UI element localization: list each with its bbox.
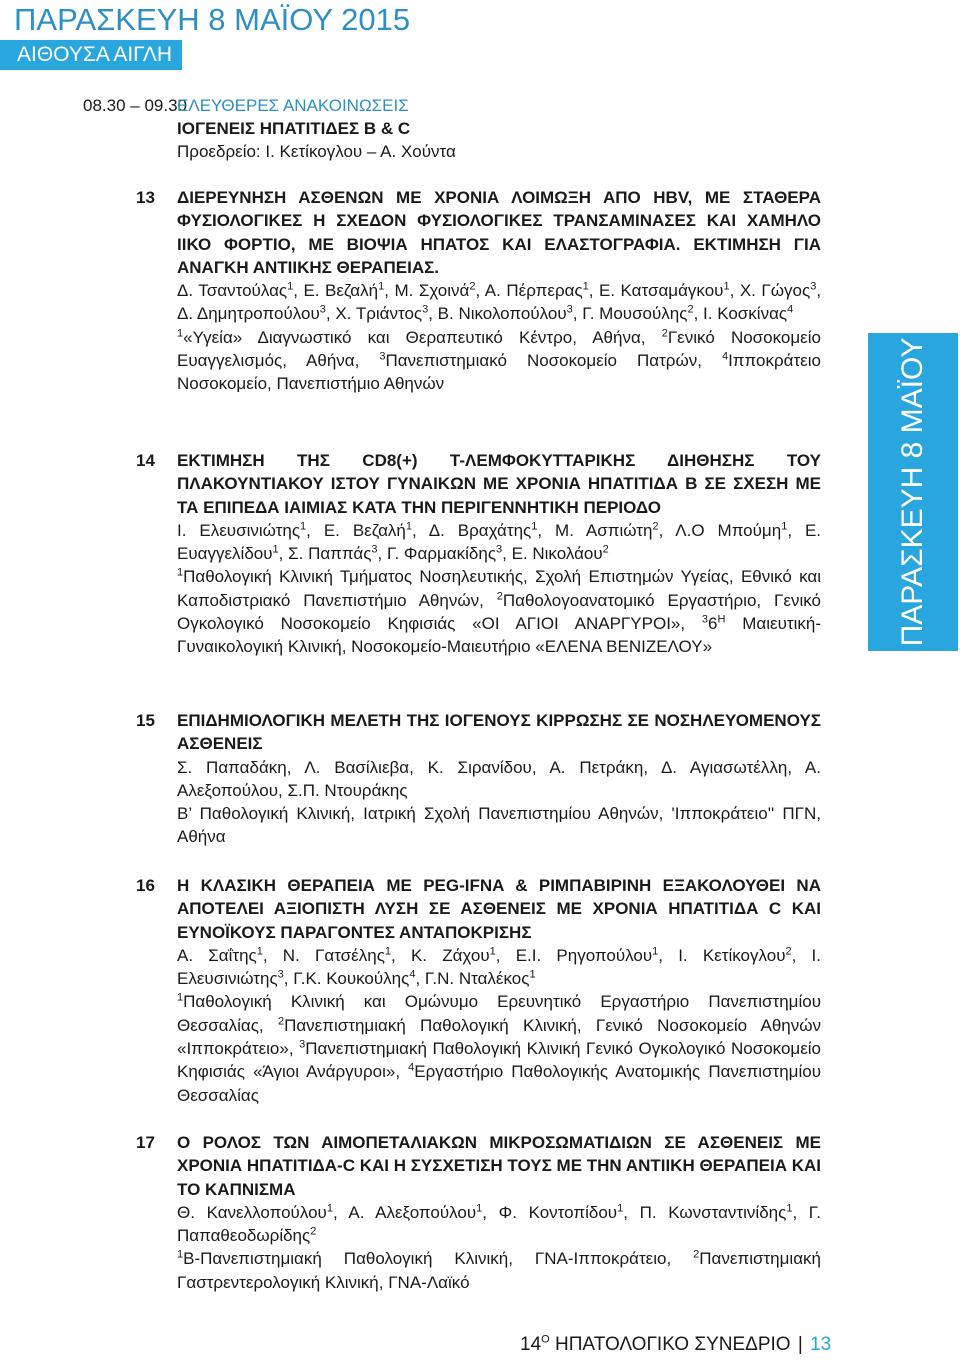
abstract-title: Ο ΡΟΛΟΣ ΤΩΝ ΑΙΜΟΠΕΤΑΛΙΑΚΩΝ ΜΙΚΡΟΣΩΜΑΤΙΔΙΩΝ ΣΕ ΑΣΘΕΝΕΙΣ ΜΕ ΧΡΟΝΙΑ ΗΠΑΤΙΤΙΔΑ-C ΚΑΙ Η ΣΥΣΧΕΤΙΣΗ ΤΟΥΣ ΜΕ ΤΗΝ ΑΝΤΙΙΚΗ ΘΕΡΑΠΕΙΑ ΚΑΙ ΤΟ ΚΑΠΝΙΣΜΑ [177, 1133, 821, 1199]
abstract-body [177, 709, 821, 849]
page-heading-day: ΠΑΡΑΣΚΕΥΗ 8 ΜΑΪΟΥ 2015 [14, 2, 411, 37]
side-day-tab [868, 333, 958, 651]
footer-separator: | [797, 1334, 803, 1355]
page-number: 13 [810, 1334, 832, 1355]
abstract-affiliations: Β’ Παθολογική Κλινική, Ιατρική Σχολή Πανεπιστημίου Αθηνών, 'Ιπποκράτειο'' ΠΓΝ, Αθήνα [177, 804, 821, 847]
congress-name: ΗΠΑΤΟΛΟΓΙΚΟ ΣΥΝΕΔΡΙΟ [554, 1334, 791, 1355]
abstract-number: 14 [136, 451, 155, 470]
congress-ordinal: Ο [541, 1333, 550, 1346]
congress-number: 14 [520, 1334, 542, 1355]
session-chairs: Προεδρείο: Ι. Κετίκογλου – Α. Χούντα [177, 142, 456, 161]
side-day-label: ΠΑΡΑΣΚΕΥΗ 8 ΜΑΪΟΥ [896, 337, 929, 647]
session-title: ΕΛΕΥΘΕΡΕΣ ΑΝΑΚΟΙΝΩΣΕΙΣ [177, 96, 409, 115]
abstract-affiliations: $^1$Β-Πανεπιστημιακή Παθολογική Κλινική, ΓΝΑ-Ιπποκράτειο, $^2$Πανεπιστημιακή Γαστρεντερολογική Κλινική, ΓΝΑ-Λαϊκό [177, 1248, 821, 1292]
abstract-affiliations: $^1$Παθολογική Κλινική και Ομώνυμο Ερευνητικό Εργαστήριο Πανεπιστημίου Θεσσαλίας, $^2$Πανεπιστημιακή Παθολογική Κλινική, Γενικό Νοσοκομείο Αθηνών «Ιπποκράτειο», $^3$Πανεπιστημιακή Παθολογική Κλινική Γενικό Ογκολογικό Νοσοκομείο Κηφισιάς «Άγιοι Ανάργυροι», $^4$Εργαστήριο Παθολογικής Ανατομικής Πανεπιστημίου Θεσσαλίας [177, 991, 822, 1105]
session-time: 08.30 – 09.30 [83, 96, 187, 115]
abstract-title: Η ΚΛΑΣΙΚΗ ΘΕΡΑΠΕΙΑ ΜΕ PEG-IFNA & ΡΙΜΠΑΒΙΡΙΝΗ ΕΞΑΚΟΛΟΥΘΕΙ ΝΑ ΑΠΟΤΕΛΕΙ ΑΞΙΟΠΙΣΤΗ ΛΥΣΗ ΣΕ ΑΣΘΕΝΕΙΣ ΜΕ ΧΡΟΝΙΑ ΗΠΑΤΙΤΙΔΑ C ΚΑΙ ΕΥΝΟΪΚΟΥΣ ΠΑΡΑΓΟΝΤΕΣ ΑΝΤΑΠΟΚΡΙΣΗΣ [177, 876, 821, 942]
abstract-body [177, 186, 821, 396]
abstract-body [177, 874, 821, 1107]
abstract-number: 15 [136, 711, 155, 730]
abstract-title: ΕΚΤΙΜΗΣΗ ΤΗΣ CD8(+) Τ-ΛΕΜΦΟΚΥΤΤΑΡΙΚΗΣ ΔΙΗΘΗΣΗΣ ΤΟΥ ΠΛΑΚΟΥΝΤΙΑΚΟΥ ΙΣΤΟΥ ΓΥΝΑΙΚΩΝ ΜΕ ΧΡΟΝΙΑ ΗΠΑΤΙΤΙΔΑ Β ΣΕ ΣΧΕΣΗ ΜΕ ΤΑ ΕΠΙΠΕΔΑ ΙΑΙΜΙΑΣ ΚΑΤΑ ΤΗΝ ΠΕΡΙΓΕΝΝΗΤΙΚΗ ΠΕΡΙΟΔΟ [177, 451, 821, 517]
abstract-number: 16 [136, 876, 155, 895]
abstract-authors: Δ. Τσαντούλας$^1$, Ε. Βεζαλή$^1$, Μ. Σχοινά$^2$, Α. Πέρπερας$^1$, Ε. Κατσαμάγκου$^1$, Χ. Γώγος$^3$, Δ. Δημητροπούλου$^3$, Χ. Τριάντος$^3$, Β. Νικολοπούλου$^3$, Γ. Μουσούλης$^2$, Ι. Κοσκίνας$^4$ [177, 280, 822, 324]
abstract-number: 13 [136, 188, 155, 207]
abstract-affiliations: $^1$Παθολογική Κλινική Τμήματος Νοσηλευτικής, Σχολή Επιστημών Υγείας, Εθνικό και Καποδιστριακό Πανεπιστήμιο Αθηνών, $^2$Παθολογοανατομικό Εργαστήριο, Γενικό Ογκολογικό Νοσοκομείο Κηφισιάς «ΟΙ ΑΓΙΟΙ ΑΝΑΡΓΥΡΟΙ», $^36^H$ Μαιευτική-Γυναικολογική Κλινική, Νοσοκομείο-Μαιευτήριο «ΕΛΕΝΑ ΒΕΝΙΖΕΛΟΥ» [177, 566, 821, 657]
abstract-number: 17 [136, 1133, 155, 1152]
abstract-authors: Θ. Κανελλοπούλου$^1$, Α. Αλεξοπούλου$^1$, Φ. Κοντοπίδου$^1$, Π. Κωνσταντινίδης$^1$, Γ. Παπαθεοδωρίδης$^2$ [177, 1202, 822, 1246]
abstract-authors: Ι. Ελευσινιώτης$^1$, Ε. Βεζαλή$^1$, Δ. Βραχάτης$^1$, Μ. Ασπιώτη$^2$, Λ.Ο Μπούμη$^1$, Ε. Ευαγγελίδου$^1$, Σ. Παππάς$^3$, Γ. Φαρμακίδης$^3$, Ε. Νικολάου$^2$ [177, 520, 822, 564]
room-label: ΑΙΘΟΥΣΑ ΑΙΓΛΗ [17, 43, 173, 66]
abstract-body [177, 1131, 821, 1294]
abstract-authors: Σ. Παπαδάκη, Λ. Βασίλιεβα, Κ. Σιρανίδου, Α. Πετράκη, Δ. Αγιασωτέλλη, Α. Αλεξοπούλου, Σ.Π. Ντουράκης [177, 757, 821, 800]
abstract-title: ΔΙΕΡΕΥΝΗΣΗ ΑΣΘΕΝΩΝ ΜΕ ΧΡΟΝΙΑ ΛΟΙΜΩΞΗ ΑΠΟ HBV, ΜΕ ΣΤΑΘΕΡΑ ΦΥΣΙΟΛΟΓΙΚΕΣ Η ΣΧΕΔΟΝ ΦΥΣΙΟΛΟΓΙΚΕΣ ΤΡΑΝΣΑΜΙΝΑΣΕΣ ΚΑΙ ΧΑΜΗΛΟ ΙΙΚΟ ΦΟΡΤΙΟ, ΜΕ ΒΙΟΨΙΑ ΗΠΑΤΟΣ ΚΑΙ ΕΛΑΣΤΟΓΡΑΦΙΑ. ΕΚΤΙΜΗΣΗ ΓΙΑ ΑΝΑΓΚΗ ΑΝΤΙΙΚΗΣ ΘΕΡΑΠΕΙΑΣ. [177, 188, 821, 277]
session-subtitle: ΙΟΓΕΝΕΙΣ ΗΠΑΤΙΤΙΔΕΣ Β & C [177, 119, 411, 138]
abstract-body [177, 449, 821, 659]
abstract-title: ΕΠΙΔΗΜΙΟΛΟΓΙΚΗ ΜΕΛΕΤΗ ΤΗΣ ΙΟΓΕΝΟΥΣ ΚΙΡΡΩΣΗΣ ΣΕ ΝΟΣΗΛΕΥΟΜΕΝΟΥΣ ΑΣΘΕΝΕΙΣ [177, 711, 821, 754]
abstract-affiliations: $^1$«Υγεία» Διαγνωστικό και Θεραπευτικό Κέντρο, Αθήνα, $^2$Γενικό Νοσοκομείο Ευαγγελισμός, Αθήνα, $^3$Πανεπιστημιακό Νοσοκομείο Πατρών, $^4$Ιπποκράτειο Νοσοκομείο, Πανεπιστήμιο Αθηνών [177, 327, 821, 394]
abstract-authors: Α. Σαΐτης$^1$, Ν. Γατσέλης$^1$, Κ. Ζάχου$^1$, Ε.Ι. Ρηγοπούλου$^1$, Ι. Κετίκογλου$^2$, Ι. Ελευσινιώτης$^3$, Γ.Κ. Κουκούλης$^4$, Γ.Ν. Νταλέκος$^1$ [177, 945, 821, 989]
page-footer [520, 1334, 831, 1356]
room-banner [0, 40, 182, 70]
